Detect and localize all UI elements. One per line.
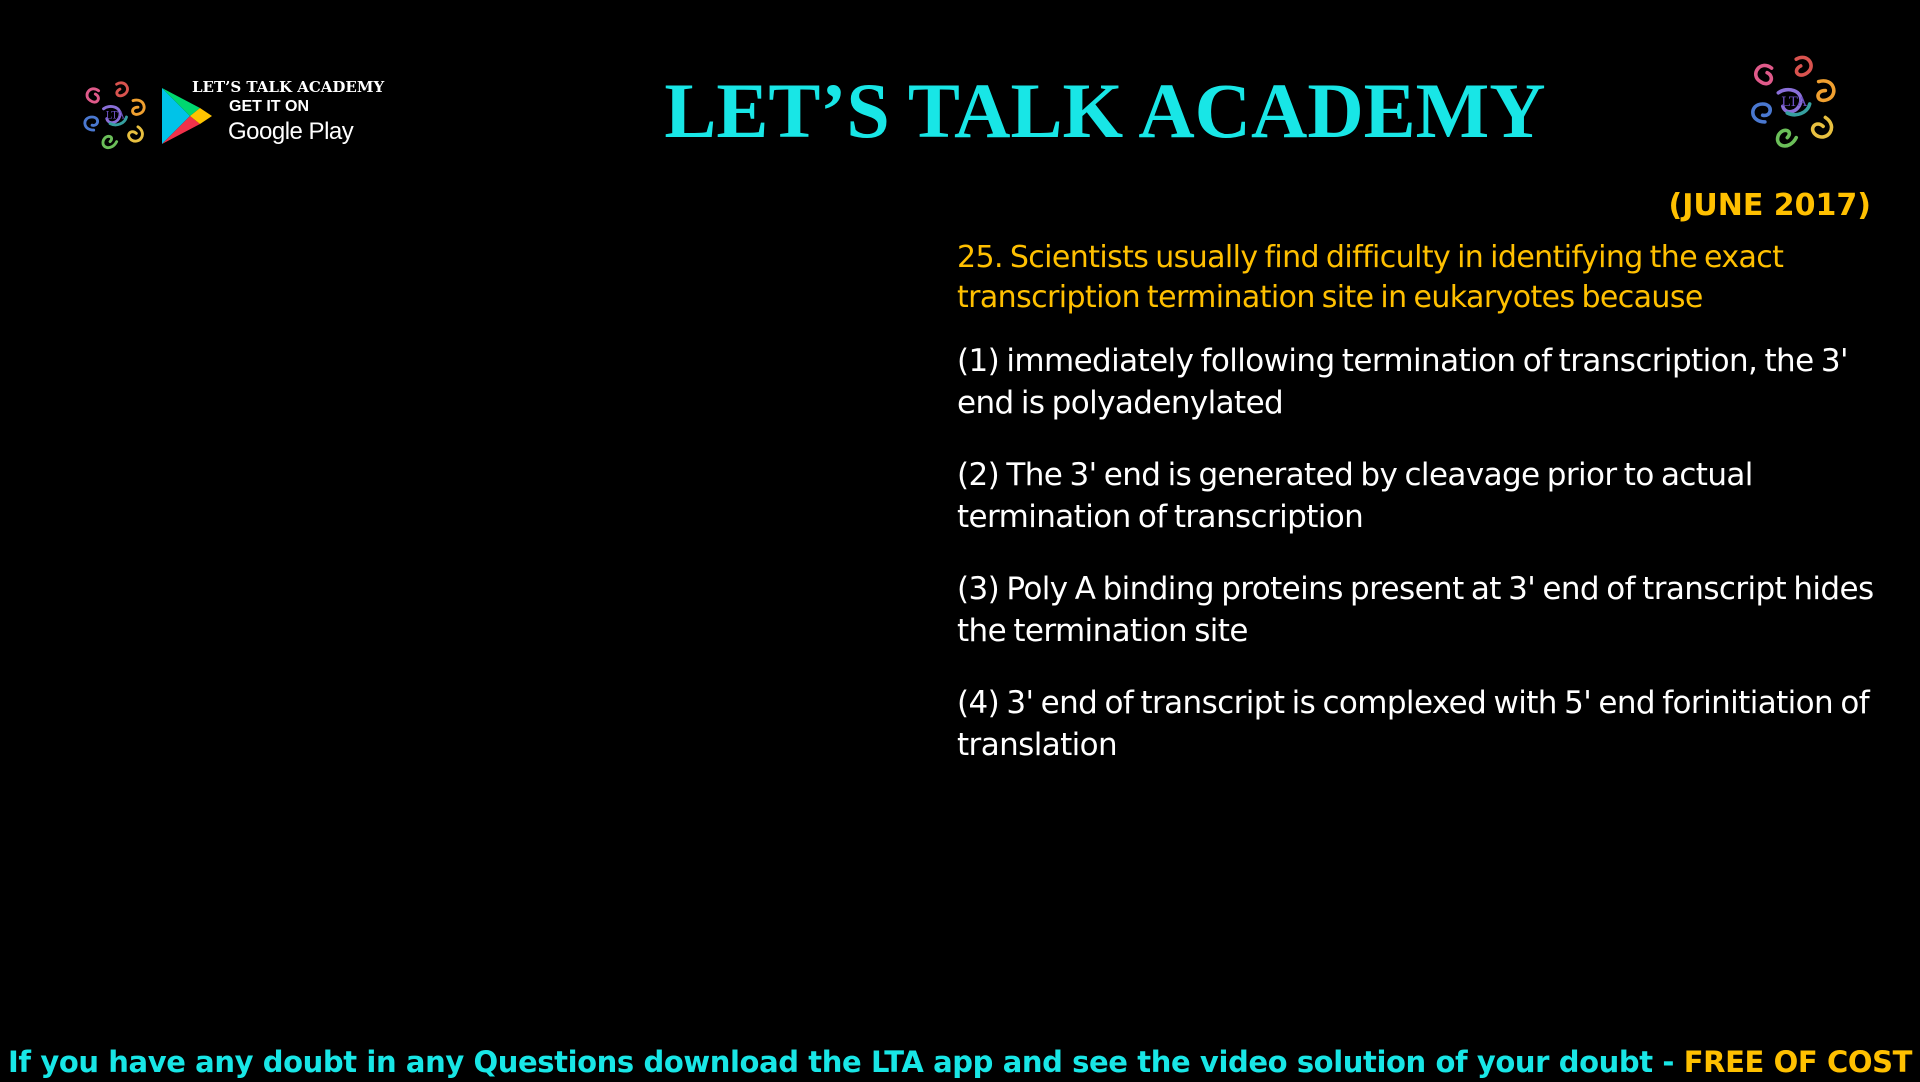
google-play-badge[interactable] xyxy=(160,78,420,158)
svg-text:LTA: LTA xyxy=(1781,95,1807,111)
badge-store-name: Google Play xyxy=(228,118,354,145)
badge-get-it-on-text: GET IT ON xyxy=(229,98,309,115)
answer-option-4: (4) 3' end of transcript is complexed with 5' end forinitiation of translation xyxy=(957,685,1870,763)
exam-session-label: (JUNE 2017) xyxy=(1668,188,1871,223)
protein-structure-logo-icon xyxy=(1738,48,1850,160)
svg-text:LTA: LTA xyxy=(105,110,125,122)
question-text: 25. Scientists usually find difficulty in identifying the exact transcription termination site in eukaryotes because xyxy=(957,240,1784,315)
footer-highlight: FREE OF COST xyxy=(1683,1045,1912,1079)
footer-message: If you have any doubt in any Questions download the LTA app and see the video solution of your doubt - xyxy=(8,1045,1684,1079)
footer-banner xyxy=(0,1042,1920,1082)
answer-option-1: (1) immediately following termination of transcription, the 3' end is polyadenylated xyxy=(957,343,1848,421)
answer-option-2: (2) The 3' end is generated by cleavage prior to actual termination of transcription xyxy=(957,457,1753,535)
answer-option-3: (3) Poly A binding proteins present at 3' end of transcript hides the termination site xyxy=(957,571,1874,649)
badge-brand-text: LET’S TALK ACADEMY xyxy=(192,78,385,96)
page-title: LET’S TALK ACADEMY xyxy=(664,67,1546,154)
protein-structure-logo-icon xyxy=(74,76,156,158)
